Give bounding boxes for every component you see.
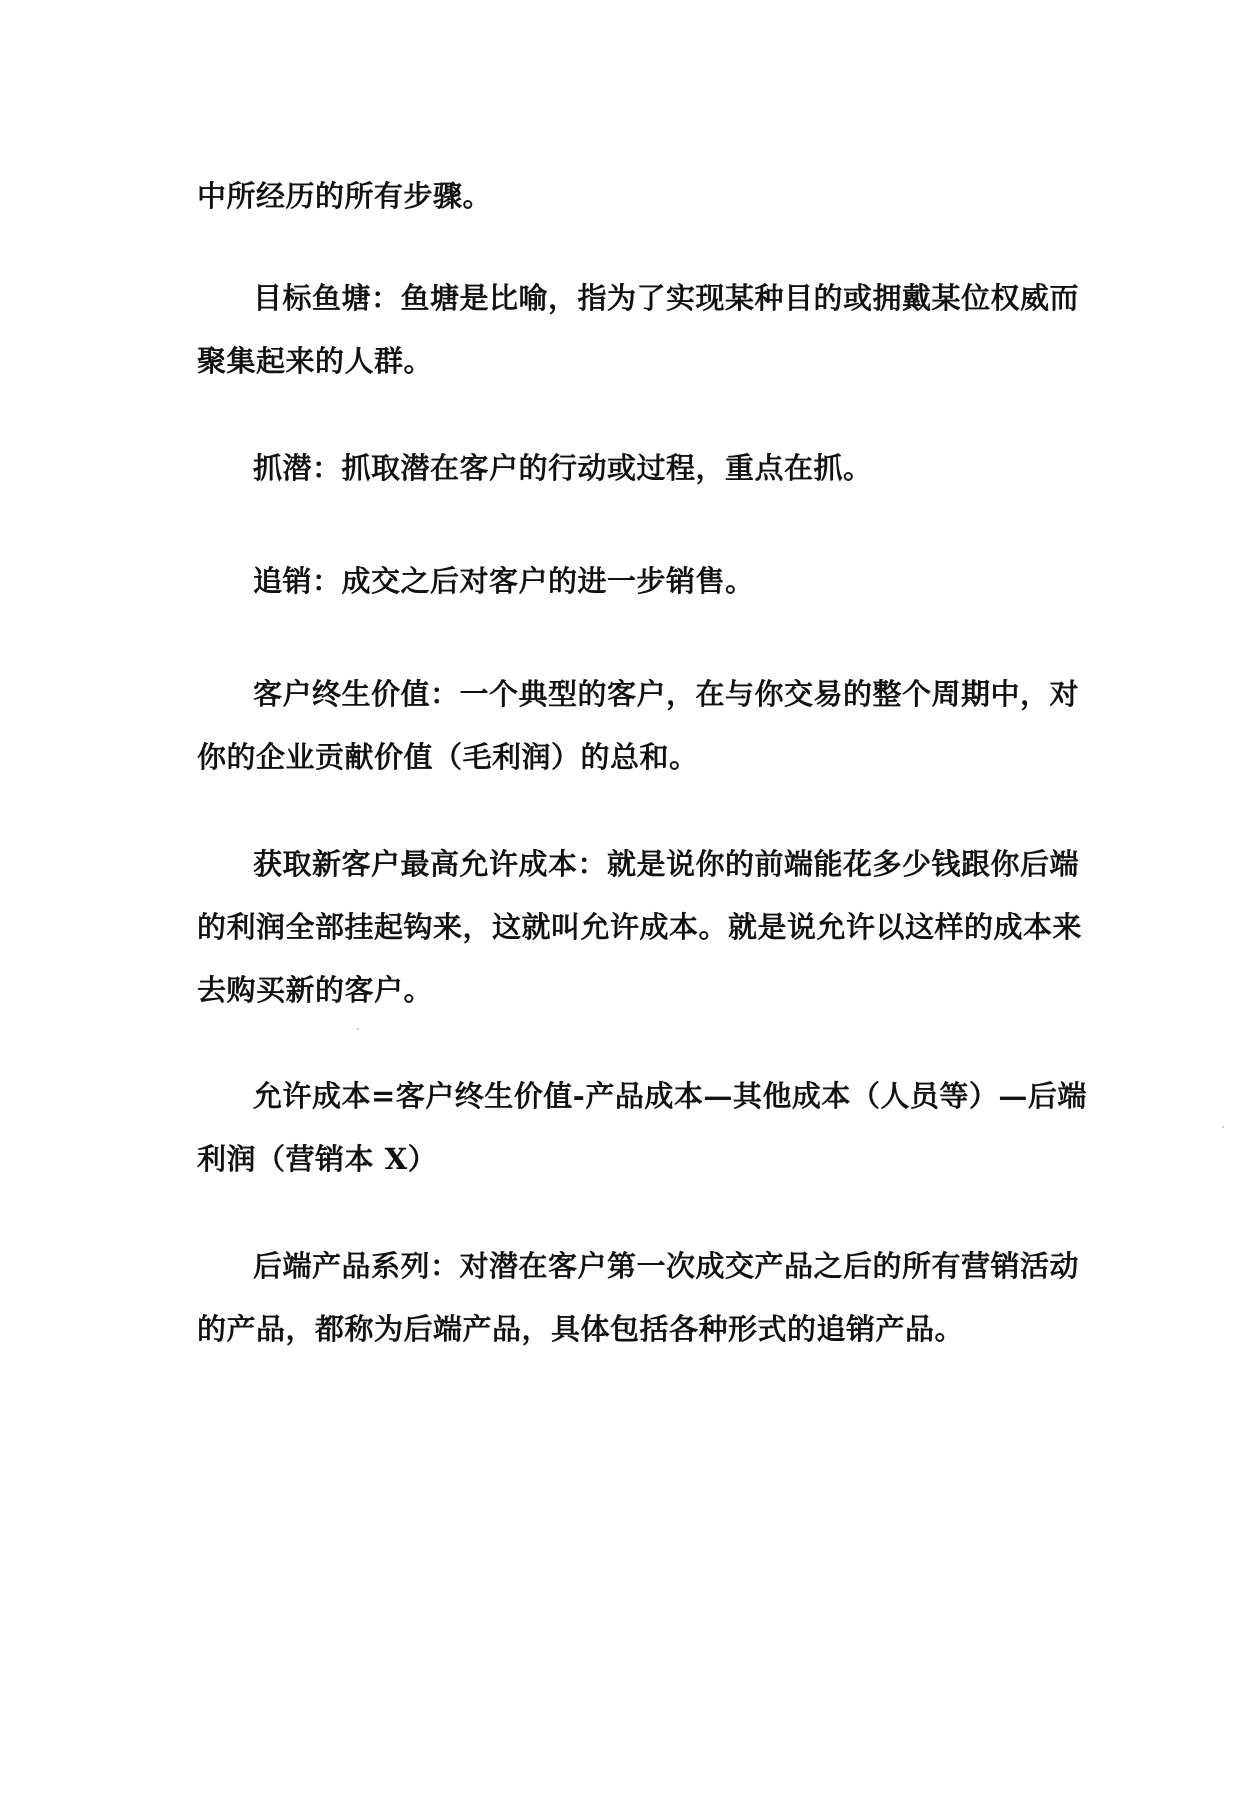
text-line: 聚集起来的人群。 (197, 344, 434, 378)
text-line: 客户终生价值：一个典型的客户，在与你交易的整个周期中，对 (253, 677, 1080, 711)
text-line: 追销：成交之后对客户的进一步销售。 (253, 564, 755, 598)
paragraph-target-fish-pond (197, 267, 1080, 393)
paragraph-max-acquisition-cost (197, 833, 1083, 1022)
text-line: 的利润全部挂起钩来，这就叫允许成本。就是说允许以这样的成本来 (197, 910, 1083, 944)
paragraph-lead-capture (197, 437, 1069, 500)
text-line: 的产品，都称为后端产品，具体包括各种形式的追销产品。 (197, 1312, 965, 1346)
paragraph-steps-continuation (197, 165, 1069, 228)
text-line: 利润（营销本 X） (197, 1142, 438, 1176)
paragraph-allowable-cost-formula (197, 1065, 1087, 1191)
text-line: 允许成本=客户终生价值-产品成本—其他成本（人员等）—后端 (253, 1079, 1087, 1113)
text-line: 获取新客户最高允许成本：就是说你的前端能花多少钱跟你后端 (253, 847, 1080, 881)
paragraph-follow-up-sales (197, 550, 1069, 613)
paragraph-customer-lifetime-value (197, 663, 1080, 789)
text-line: 你的企业贡献价值（毛利润）的总和。 (197, 740, 699, 774)
text-line: 中所经历的所有步骤。 (197, 179, 493, 213)
text-line: 目标鱼塘：鱼塘是比喻，指为了实现某种目的或拥戴某位权威而 (253, 281, 1080, 315)
paragraph-backend-products (197, 1235, 1080, 1361)
text-line: 后端产品系列：对潜在客户第一次成交产品之后的所有营销活动 (253, 1249, 1080, 1283)
scan-speck (1222, 1126, 1224, 1128)
text-line: 抓潜：抓取潜在客户的行动或过程，重点在抓。 (253, 451, 873, 485)
scan-speck (357, 1028, 359, 1030)
text-line: 去购买新的客户。 (197, 973, 434, 1007)
